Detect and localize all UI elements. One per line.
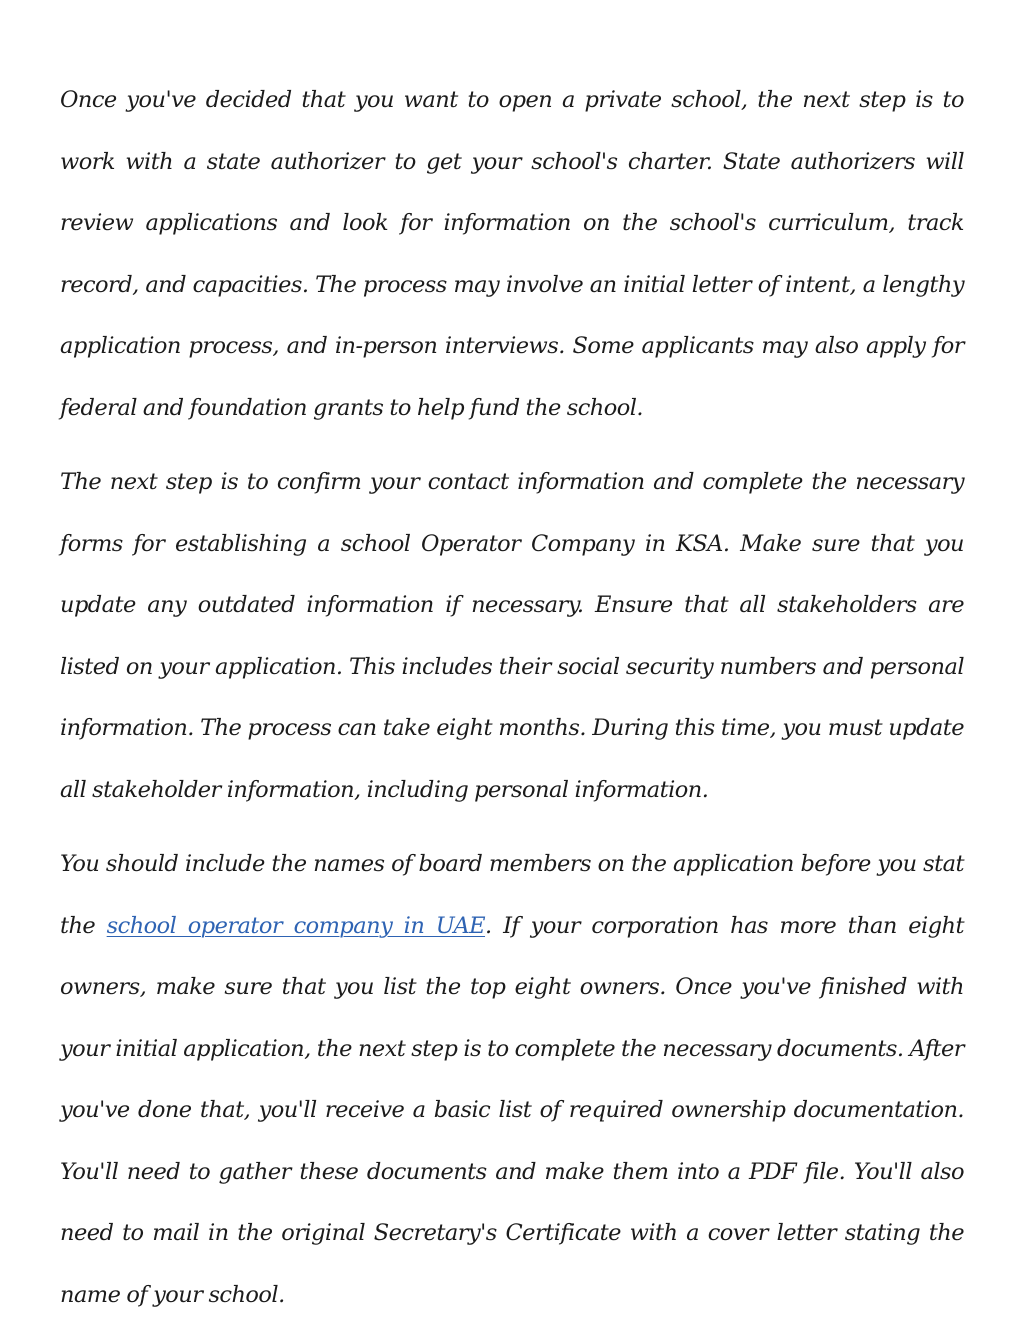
school-operator-company-link[interactable]: school operator company in UAE [106, 912, 486, 939]
paragraph-board-members-intro: You should include the names of board members on the application before you stat the [60, 851, 964, 939]
paragraph-contact-information: The next step is to confirm your contact information and complete the necessary forms for establishing a school Operator Company in KSA. Make sure that you update any outdated information if necessary. Ensure that all stakeholders are listed on your application. This includes their social security numbers and personal information. The process can take eight months. During this time, you must update all stakeholder information, including personal information. [60, 469, 964, 803]
paragraph-private-school-charter: Once you've decided that you want to open a private school, the next step is to work with a state authorizer to get your school's charter. State authorizers will review applications and look for information on the school's curriculum, track record, and capacities. The process may involve an initial letter of intent, a lengthy application process, and in-person interviews. Some applicants may also apply for federal and foundation grants to help fund the school. [60, 87, 964, 421]
paragraph-board-members-rest: . If your corporation has more than eight owners, make sure that you list the top eight owners. Once you've finished with your initial application, the next step is to complete the necessary documents. After you've done that, you'll receive a basic list of required ownership documentation. You'll need to gather these documents and make them into a PDF file. You'll also need to mail in the original Secretary's Certificate with a cover letter stating the name of your school. [60, 912, 964, 1308]
paragraph-board-members [60, 834, 964, 1326]
document-page [60, 70, 964, 1339]
